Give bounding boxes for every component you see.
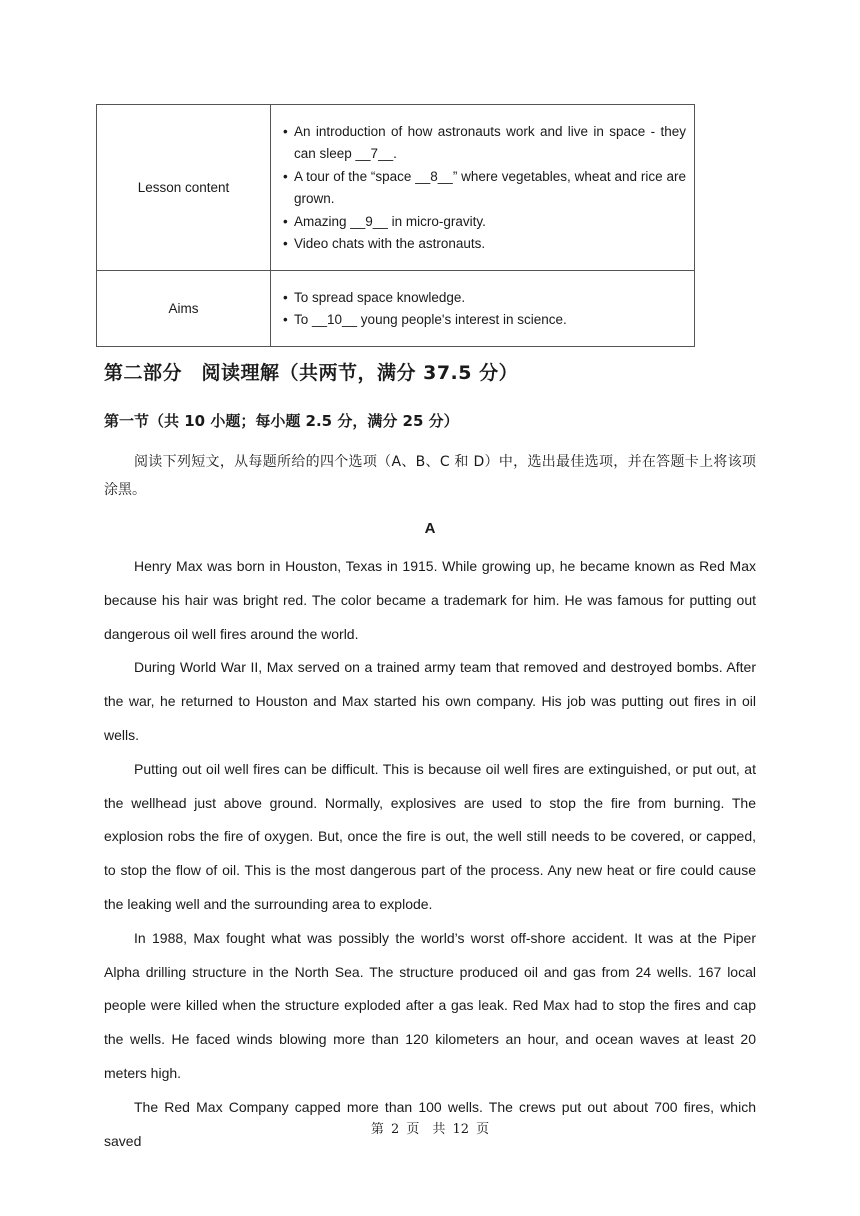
page-footer: 第 2 页 共 12 页 [370, 1122, 490, 1137]
paragraph: The Red Max Company capped more than 100 wells. The crews put out about 700 fires, which saved [104, 1098, 756, 1149]
list-item: • A tour of the “space __8__” where vegetables, wheat and rice are grown. [281, 166, 686, 211]
instruction-text: 阅读下列短文，从每题所给的四个选项（A、B、C 和 D）中，选出最佳选项，并在答题卡上将该项涂黑。 [104, 454, 756, 498]
paragraph: Putting out oil well fires can be difficult. This is because oil well fires are extinguished, or put out, at the wellhead just above ground. Normally, explosives are used to stop the fire from burning. The explosion robs the fire of oxygen. But, once the fire is out, the well still needs to be covered, or capped, to stop the flow of oil. This is the most dangerous part of the process. Any new heat or fire could cause the leaking well and the surrounding area to explode. [104, 760, 756, 912]
list-item: • Video chats with the astronauts. [281, 233, 686, 256]
paragraph: During World War II, Max served on a trained army team that removed and destroyed bombs. After the war, he returned to Houston and Max started his own company. His job was putting out fires in oil wells. [104, 659, 756, 743]
row-label: Aims [97, 271, 271, 347]
list-item: • An introduction of how astronauts work and live in space - they can sleep __7__. [281, 121, 686, 166]
section-title: 第一节（共 10 小题；每小题 2.5 分，满分 25 分） [104, 412, 459, 430]
list-item: • To __10__ young people's interest in science. [281, 309, 686, 332]
table-row [97, 271, 695, 347]
list-item: • Amazing __9__ in micro-gravity. [281, 211, 686, 234]
passage-body [104, 550, 756, 1158]
part-title: 第二部分 阅读理解（共两节，满分 37.5 分） [104, 362, 519, 384]
list-item: • To spread space knowledge. [281, 287, 686, 310]
paragraph: Henry Max was born in Houston, Texas in 1915. While growing up, he became known as Red Max because his hair was bright red. The color became a trademark for him. He was famous for putting out dangerous oil well fires around the world. [104, 558, 756, 642]
table-row [97, 105, 695, 271]
passage-heading: A [424, 520, 436, 537]
bullet-list [281, 287, 686, 332]
lesson-table [96, 104, 695, 347]
paragraph: In 1988, Max fought what was possibly the world’s worst off-shore accident. It was at the Piper Alpha drilling structure in the North Sea. The structure produced oil and gas from 24 wells. 167 local people were killed when the structure exploded after a gas leak. Red Max had to stop the fires and cap the wells. He faced winds blowing more than 120 kilometers an hour, and ocean waves at least 20 meters high. [104, 929, 756, 1081]
row-label: Lesson content [97, 105, 271, 271]
bullet-list [281, 121, 686, 256]
